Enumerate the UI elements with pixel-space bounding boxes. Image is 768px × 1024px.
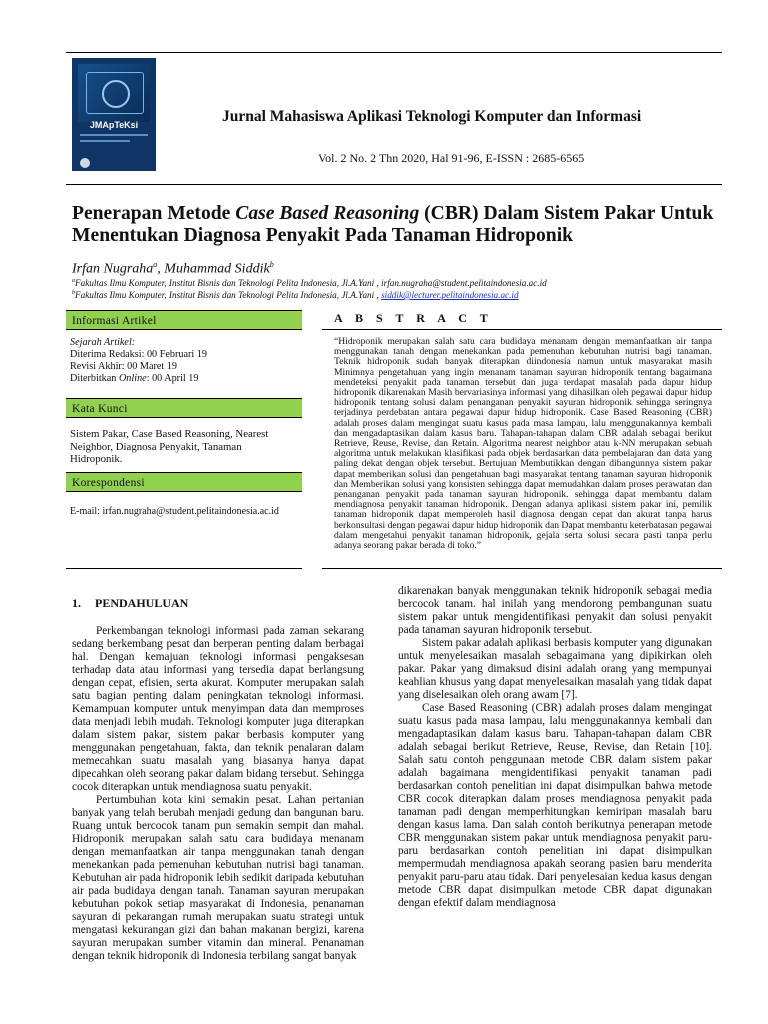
author-sup: b (269, 260, 274, 269)
author-separator: , (157, 261, 165, 277)
cover-title: JMApTeKsi (89, 120, 139, 130)
cover-line (80, 134, 148, 136)
paper-title (72, 203, 722, 247)
author-list (72, 260, 274, 278)
title-text: (CBR) Dalam Sistem Pakar Untuk Menentukan Diagnosa Penyakit Pada Tanaman Hidroponik (72, 203, 714, 246)
cover-line (80, 140, 130, 142)
kata-kunci-heading: Kata Kunci (66, 398, 302, 418)
paragraph: dikarenakan banyak menggunakan teknik hidroponik sebagai media bercocok tanam. hal inilah yang mendorong pembangunan suatu sistem pakar untuk mengidentifikasi penyakit dan solusi penyakit pada tanaman sayuran hidroponik tersebut. (398, 585, 712, 636)
paragraph: Case Based Reasoning (CBR) adalah proses dalam mengingat suatu kasus pada masa lampau, lalu menggunakannya kembali dan mengadaptasikan dalam kasus baru. Tahapan-tahapan dalam CBR adalah sebagai berikut Retrieve, Reuse, Revise, dan Retain [10]. Salah satu contoh penggunaan metode CBR dalam sistem pakar adalah bagaimana mengidentifikasi penyakit tanaman padi berdasarkan contoh penelitian ini dapat disimpulkan bahwa metode CBR cocok diterapkan dalam proses mendiagnosa penyakit pada tanaman padi dengan memperhitungkan kemiripan masalah baru dengan kasus lama. Dan salah contoh berikutnya penerapan metode CBR menggunakan sistem pakar untuk mendiagnosa penyakit paru-paru berdasarkan contoh penelitian ini dapat disimpulkan mempermudah mendiagnosa apakah seorang pasien baru menderita penyakit paru-paru atau tidak. Dari penyelesaian kedua kasus dengan metode CBR dapat disimpulkan metode CBR dapat digunakan dengan efektif dalam mendiagnosa (398, 702, 712, 909)
journal-cover-image (72, 58, 156, 171)
left-column (72, 625, 364, 963)
abstract-bottom-rule (322, 568, 722, 569)
aff-sup: b (72, 290, 75, 296)
abstract-text: “Hidroponik merupakan salah satu cara budidaya menanam dengan memanfaatkan air tanpa menggunakan tanah dengan menekankan pada pemenuhan kebutuhan nutrisi bagi tanaman. Teknik hidroponik sudah banyak diterapkan diindonesia namun untuk masyarakat masih Minimnya pengetahuan yang ingin menanam tanaman sayuran hidroponik tentang bagaimana mendeteksi penyakit pada tanaman tersebut dan juga terdapat masalah pada dapur hidup hidroponik dikarenakan Masih bervariasinya informasi yang dihasilkan oleh pegawai dapur hidup hidroponik tentang solusi dalam penanganan penyakit sayuran hidroponik sehingga seringnya terjadinya perdebatan antara pegawai dapur hidup hidroponik. Case Based Reasoning (CBR) adalah proses dalam mengingat suatu kasus pada masa lampau, lalu menggunakannya kembali dan mengadaptasikan dalam kasus baru. Tahapan-tahapan dalam CBR adalah sebagai berikut Retrieve, Reuse, Revise, dan Retain. Algoritma nearest neighbor atau k-NN merupakan sebuah algoritma untuk melakukan klasifikasi pada objek berdasarkan data pembelajaran dan data yang paling dekat dengan objek tersebut. Bertujuan Membutikkan dengan dibangunnya sistem pakar dapat memberikan solusi dan pengetahuan bagi masyarakat tentang tanaman sayuran hidroponik dan Memberikan solusi yang konsisten sehingga dapat memudahkan dalam proses perawatan dan penanganan penyakit pada tanaman sayuran hidroponik. sehingga dapat membantu dalam mendiagnosa penyakit tanaman hidroponik. Dengan adanya aplikasi sistem pakar ini, pemilik tanaman hidroponik dapat memperoleh hasil diagnosa dengan cepat dan akurat tanpa harus berkonsultasi dengan pegawai dapur hidup hidroponik dan Dapat membantu keterbatasan pegawai dalam mengetahui penyakit tanaman hidroponik, gejala serta solusi secara pasti tanpa perlu adanya seorang pakar berada di toko.” (334, 336, 712, 552)
cover-globe-icon (102, 80, 130, 108)
title-italic: Case Based Reasoning (235, 203, 420, 224)
aff-text: Fakultas Ilmu Komputer, Institut Bisnis dan Teknologi Pelita Indonesia, Jl.A.Yani , (75, 290, 382, 301)
affiliation-b (72, 290, 519, 300)
correspondence-email: E-mail: irfan.nugraha@student.pelitaindonesia.ac.id (70, 506, 279, 517)
received-date: Diterima Redaksi: 00 Februari 19 (70, 349, 207, 360)
abstract-heading: A B S T R A C T (334, 311, 493, 325)
aff-text: Fakultas Ilmu Komputer, Institut Bisnis dan Teknologi Pelita Indonesia, Jl.A.Yani , irfan.nugraha@student.pelitaindonesia.ac.id (75, 278, 547, 289)
affiliation-a (72, 278, 547, 288)
author-name: Irfan Nugraha (72, 261, 154, 277)
aff-sup: a (72, 278, 75, 284)
section-number: 1. (72, 596, 81, 610)
published-suffix: : 00 April 19 (146, 373, 199, 384)
title-text: Penerapan Metode (72, 203, 236, 224)
sidebar-bottom-rule (66, 568, 302, 569)
paragraph: Perkembangan teknologi informasi pada zaman sekarang sedang berkembang pesat dan berperan penting dalam berbagai hal. Dengan kemajuan teknologi informasi pengaksesan terhadap data atau informasi yang tersedia dapat berlangsung dengan cepat, efisien, serta akurat. Komputer merupakan salah satu bagian penting dalam peningkatan teknologi informasi. Kemampuan komputer untuk menyimpan data dan memproses data menjadi lebih mudah. Teknologi komputer juga diterapkan dalam sistem pakar, sistem pakar berbasis komputer yang menggunakan pengetahuan, fakta, dan teknik penalaran dalam memecahkan suatu masalah yang biasanya hanya dapat dipecahkan oleh seorang pakar dalam bidang tersebut. Sehingga cocok diterapkan untuk mendiagnosa suatu penyakit. (72, 625, 364, 793)
author-email-link[interactable]: siddik@lecturer.pelitaindonesia.ac.id (381, 290, 519, 301)
history-label: Sejarah Artikel: (70, 337, 136, 348)
paragraph: Pertumbuhan kota kini semakin pesat. Lahan pertanian banyak yang telah berubah menjadi gedung dan bangunan baru. Ruang untuk bercocok tanam pun semakin sempit dan mahal. Hidroponik merupakan salah satu cara budidaya menanam dengan memanfaatkan air tanpa menggunakan tanah dengan menekankan pada pemenuhan kebutuhan nutrisi bagi tanaman. Kebutuhan air pada hidroponik lebih sedikit daripada kebutuhan air pada budidaya dengan tanah. Tanaman sayuran merupakan kebutuhan pokok setiap masyarakat di Indonesia, penanaman sayuran di pekarangan rumah merupakan suatu strategi untuk mengatasi kekurangan gizi dan bahan makanan bergizi, karena sayuran merupakan sumber vitamin dan mineral. Penanaman dengan teknik hidroponik di Indonesia terbilang sangat banyak (72, 794, 364, 962)
header-top-rule (66, 52, 722, 53)
right-column (398, 585, 712, 910)
author-name: Muhammad Siddik (164, 261, 270, 277)
korespondensi-heading: Korespondensi (66, 472, 302, 492)
revised-date: Revisi Akhir: 00 Maret 19 (70, 361, 177, 372)
header-bottom-rule (66, 184, 722, 185)
published-online: Online (118, 373, 147, 384)
cover-logo-icon (80, 158, 90, 168)
abstract-top-rule (322, 329, 722, 330)
info-artikel-heading: Informasi Artikel (66, 310, 302, 330)
paragraph: Sistem pakar adalah aplikasi berbasis komputer yang digunakan untuk menyelesaikan masalah sebagaimana yang dipikirkan oleh pakar. Pakar yang dimaksud disini adalah orang yang mempunyai keahlian khusus yang dapat menyelesaikan masalah yang tidak dapat yang diselesaikan oleh orang awam [7]. (398, 637, 712, 701)
journal-name: Jurnal Mahasiswa Aplikasi Teknologi Komputer dan Informasi (222, 108, 642, 125)
section-title: PENDAHULUAN (95, 596, 189, 610)
published-date (70, 373, 198, 385)
keywords: Sistem Pakar, Case Based Reasoning, Nearest Neighbor, Diagnosa Penyakit, Tanaman Hidroponik. (70, 428, 269, 466)
author-sup: a (153, 260, 158, 269)
published-prefix: Diterbitkan (70, 373, 119, 384)
journal-volume: Vol. 2 No. 2 Thn 2020, Hal 91-96, E-ISSN : 2685-6565 (318, 151, 585, 165)
section-heading (72, 596, 188, 611)
